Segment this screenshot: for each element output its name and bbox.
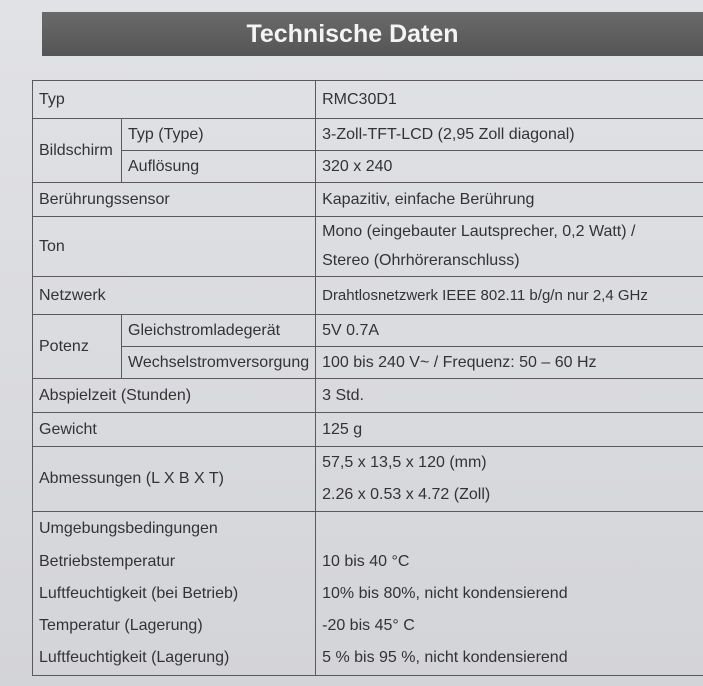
table-row <box>33 151 703 183</box>
spec-label: Bildschirm <box>33 119 122 183</box>
table-row <box>33 512 703 546</box>
spec-label: Temperatur (Lagerung) <box>33 610 316 642</box>
spec-value: 10% bis 80%, nicht kondensierend <box>316 578 703 610</box>
spec-value: 2.26 x 0.53 x 4.72 (Zoll) <box>316 480 703 512</box>
spec-value: 320 x 240 <box>316 151 703 183</box>
table-row <box>33 447 703 480</box>
spec-label: Umgebungsbedingungen <box>33 512 316 546</box>
spec-value: 5V 0.7A <box>316 315 703 347</box>
spec-value: Mono (eingebauter Lautsprecher, 0,2 Watt) / <box>316 217 703 247</box>
spec-label: Berührungssensor <box>33 183 316 217</box>
section-header <box>42 12 703 56</box>
spec-label: Gewicht <box>33 413 316 447</box>
spec-value: -20 bis 45° C <box>316 610 703 642</box>
spec-value: Kapazitiv, einfache Berührung <box>316 183 703 217</box>
table-row <box>33 610 703 642</box>
spec-value: RMC30D1 <box>316 81 703 119</box>
spec-value: 125 g <box>316 413 703 447</box>
spec-value: 10 bis 40 °C <box>316 546 703 578</box>
table-row <box>33 119 703 151</box>
spec-label: Luftfeuchtigkeit (Lagerung) <box>33 642 316 676</box>
empty-cell <box>316 512 703 546</box>
table-row <box>33 578 703 610</box>
spec-label: Potenz <box>33 315 122 379</box>
table-row <box>33 277 703 315</box>
table-row <box>33 642 703 676</box>
table-row <box>33 315 703 347</box>
spec-sublabel: Wechselstromversorgung <box>122 347 316 379</box>
spec-sublabel: Typ (Type) <box>122 119 316 151</box>
spec-value: Stereo (Ohrhöreranschluss) <box>316 247 703 277</box>
table-row <box>33 81 703 119</box>
spec-value: Drahtlosnetzwerk IEEE 802.11 b/g/n nur 2,4 GHz <box>316 277 703 315</box>
section-title: Technische Daten <box>246 19 459 48</box>
spec-value: 3-Zoll-TFT-LCD (2,95 Zoll diagonal) <box>316 119 703 151</box>
spec-table <box>32 80 703 676</box>
table-row <box>33 546 703 578</box>
spec-label: Luftfeuchtigkeit (bei Betrieb) <box>33 578 316 610</box>
spec-label: Typ <box>33 81 316 119</box>
spec-sublabel: Auflösung <box>122 151 316 183</box>
spec-value: 100 bis 240 V~ / Frequenz: 50 – 60 Hz <box>316 347 703 379</box>
spec-label: Netzwerk <box>33 277 316 315</box>
table-row <box>33 183 703 217</box>
spec-label: Betriebstemperatur <box>33 546 316 578</box>
table-row <box>33 379 703 413</box>
table-row <box>33 413 703 447</box>
table-row <box>33 347 703 379</box>
table-row <box>33 217 703 247</box>
spec-sublabel: Gleichstromladegerät <box>122 315 316 347</box>
spec-value: 57,5 x 13,5 x 120 (mm) <box>316 447 703 480</box>
spec-label: Abmessungen (L X B X T) <box>33 447 316 512</box>
spec-label: Ton <box>33 217 316 277</box>
spec-value: 5 % bis 95 %, nicht kondensierend <box>316 642 703 676</box>
spec-value: 3 Std. <box>316 379 703 413</box>
spec-label: Abspielzeit (Stunden) <box>33 379 316 413</box>
